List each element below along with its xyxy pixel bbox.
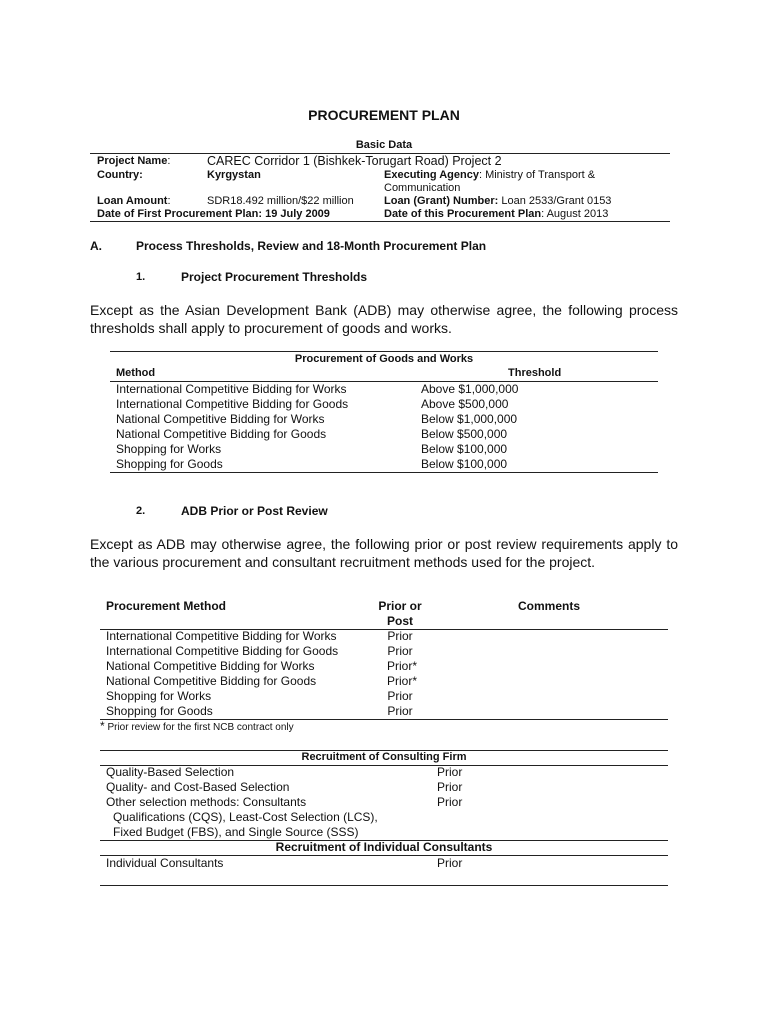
project-name-value: CAREC Corridor 1 (Bishkek-Torugart Road) Project 2 (207, 154, 502, 168)
review-method: International Competitive Bidding for Goods (106, 644, 339, 658)
thresholds-value: Below $500,000 (421, 427, 508, 441)
review-method: National Competitive Bidding for Goods (106, 674, 317, 688)
country-label: Country: (97, 169, 143, 181)
review-col-prior-2: Post (386, 614, 413, 628)
thresholds-method: International Competitive Bidding for Works (116, 382, 347, 396)
thresholds-col-method: Method (116, 367, 156, 379)
section-1-paragraph-line-2: thresholds shall apply to procurement of goods and works. (90, 320, 452, 336)
section-1-title: Project Procurement Thresholds (181, 270, 368, 284)
section-1-number: 1. (136, 271, 146, 283)
thresholds-value: Above $1,000,000 (421, 382, 519, 396)
section-1-paragraph-line-1: Except as the Asian Development Bank (ADB) may otherwise agree, the following process (90, 302, 678, 318)
section-2-paragraph (90, 535, 678, 571)
review-value: Prior (387, 644, 413, 658)
thresholds-value: Below $100,000 (421, 442, 508, 456)
individual-consultants-title: Recruitment of Individual Consultants (275, 840, 493, 854)
review-method: National Competitive Bidding for Works (106, 659, 315, 673)
consulting-method: Other selection methods: Consultants (106, 795, 307, 809)
thresholds-method: National Competitive Bidding for Goods (116, 427, 327, 441)
consulting-firm-title: Recruitment of Consulting Firm (301, 751, 467, 763)
consulting-review: Prior (437, 795, 463, 809)
first-plan-date: Date of First Procurement Plan: 19 July 2009 (97, 208, 330, 220)
this-plan-date: Date of this Procurement Plan: August 2013 (384, 208, 609, 220)
review-col-prior-1: Prior or (378, 599, 422, 613)
review-col-method: Procurement Method (106, 599, 227, 613)
review-value: Prior (387, 629, 413, 643)
review-value: Prior* (386, 674, 417, 688)
consulting-method: Quality-Based Selection (106, 765, 235, 779)
review-value: Prior* (386, 659, 417, 673)
section-2-title: ADB Prior or Post Review (181, 504, 328, 518)
section-2-paragraph-line-2: the various procurement and consultant recruitment methods used for the project. (90, 554, 596, 570)
thresholds-table-title: Procurement of Goods and Works (294, 353, 474, 365)
thresholds-table-top-rule (110, 351, 658, 352)
thresholds-table-bottom-rule (110, 472, 658, 473)
consulting-other-line-2: Qualifications (CQS), Least-Cost Selection (LCS), (113, 810, 378, 824)
thresholds-method: Shopping for Works (116, 442, 222, 456)
loan-number: Loan (Grant) Number: Loan 2533/Grant 0153 (384, 195, 612, 207)
project-name-label: Project Name: (97, 155, 171, 167)
consulting-review: Prior (437, 780, 463, 794)
section-a-title: Process Thresholds, Review and 18-Month Procurement Plan (136, 239, 487, 253)
review-value: Prior (387, 704, 413, 718)
loan-amount-label: Loan Amount: (97, 195, 171, 207)
executing-agency: Executing Agency: Ministry of Transport & (384, 169, 596, 181)
review-footnote: * Prior review for the first NCB contract only (100, 719, 294, 733)
review-method: Shopping for Works (106, 689, 212, 703)
country-value: Kyrgystan (207, 169, 261, 181)
consulting-other-line-3: Fixed Budget (FBS), and Single Source (SSS) (113, 825, 359, 839)
individual-review: Prior (437, 856, 463, 870)
review-value: Prior (387, 689, 413, 703)
thresholds-method: Shopping for Goods (116, 457, 223, 471)
basic-data-bottom-rule (90, 221, 670, 222)
thresholds-value: Below $1,000,000 (421, 412, 518, 426)
thresholds-method: National Competitive Bidding for Works (116, 412, 325, 426)
thresholds-value: Above $500,000 (421, 397, 509, 411)
thresholds-col-threshold: Threshold (508, 367, 562, 379)
loan-amount-value: SDR18.492 million/$22 million (207, 195, 354, 207)
basic-data-heading: Basic Data (355, 139, 413, 151)
review-col-comments: Comments (518, 599, 581, 613)
executing-agency-line-2: Communication (384, 182, 461, 194)
section-2-paragraph-line-1: Except as ADB may otherwise agree, the following prior or post review requirements apply to (90, 536, 678, 552)
section-1-paragraph (90, 301, 678, 337)
section-a-letter: A. (90, 239, 102, 253)
page-title: PROCUREMENT PLAN (308, 107, 460, 123)
consulting-method: Quality- and Cost-Based Selection (106, 780, 290, 794)
consulting-review: Prior (437, 765, 463, 779)
thresholds-value: Below $100,000 (421, 457, 508, 471)
section-2-number: 2. (136, 505, 146, 517)
review-method: Shopping for Goods (106, 704, 213, 718)
thresholds-method: International Competitive Bidding for Goods (116, 397, 349, 411)
individual-method: Individual Consultants (106, 856, 224, 870)
review-method: International Competitive Bidding for Works (106, 629, 337, 643)
consulting-table-bottom-rule (100, 885, 668, 886)
